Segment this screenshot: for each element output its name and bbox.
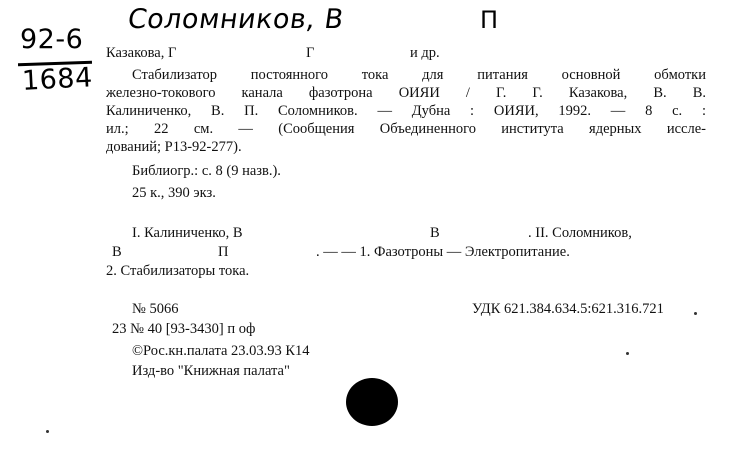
record-number: № 5066 [132, 301, 179, 317]
tracing-line2-a: В [112, 244, 122, 260]
heading-etal: и др. [410, 45, 440, 61]
bibliography-note: Библиогр.: с. 8 (9 назв.). [132, 163, 281, 179]
handwritten-author-name: Соломников, В [125, 4, 346, 35]
ink-speck [46, 430, 49, 433]
body-line-3: Калиниченко, В. П. Соломников. — Дубна : ОИЯИ, 1992. — 8 с. : [106, 103, 706, 119]
udc-code: УДК 621.384.634.5:621.316.721 [472, 301, 664, 317]
handwritten-code-top: 92-6 [20, 24, 84, 55]
tracing-line1-b: В [430, 225, 440, 241]
body-line-2: железно-токового канала фазотрона ОИЯИ / Г. Г. Казакова, В. В. [106, 85, 706, 101]
print-run: 25 к., 390 экз. [132, 185, 216, 201]
handwritten-code-bottom: 1684 [21, 62, 94, 97]
ink-speck [694, 312, 697, 315]
heading-initial: Г [306, 45, 315, 61]
body-line-4: ил.; 22 см. — (Сообщения Объединенного института ядерных иссле- [106, 121, 706, 137]
tracing-line1-c: . II. Соломников, [528, 225, 632, 241]
publisher-line: Изд-во "Книжная палата" [132, 363, 290, 379]
shelf-mark: 23 № 40 [93-3430] п оф [112, 321, 256, 337]
tracing-line1-a: I. Калиниченко, В [132, 225, 243, 241]
ink-blot [346, 378, 398, 426]
tracing-line2-c: . — — 1. Фазотроны — Электропитание. [316, 244, 570, 260]
tracing-line3: 2. Стабилизаторы тока. [106, 263, 250, 279]
ink-speck [626, 352, 629, 355]
copyright-line: ©Рос.кн.палата 23.03.93 К14 [132, 343, 310, 359]
body-line-1: Стабилизатор постоянного тока для питания основной обмотки [132, 67, 706, 83]
heading-author: Казакова, Г [106, 45, 177, 61]
body-line-5: дований; Р13-92-277). [106, 139, 242, 155]
handwritten-initial: П [480, 6, 499, 34]
tracing-line2-b: П [218, 244, 229, 260]
